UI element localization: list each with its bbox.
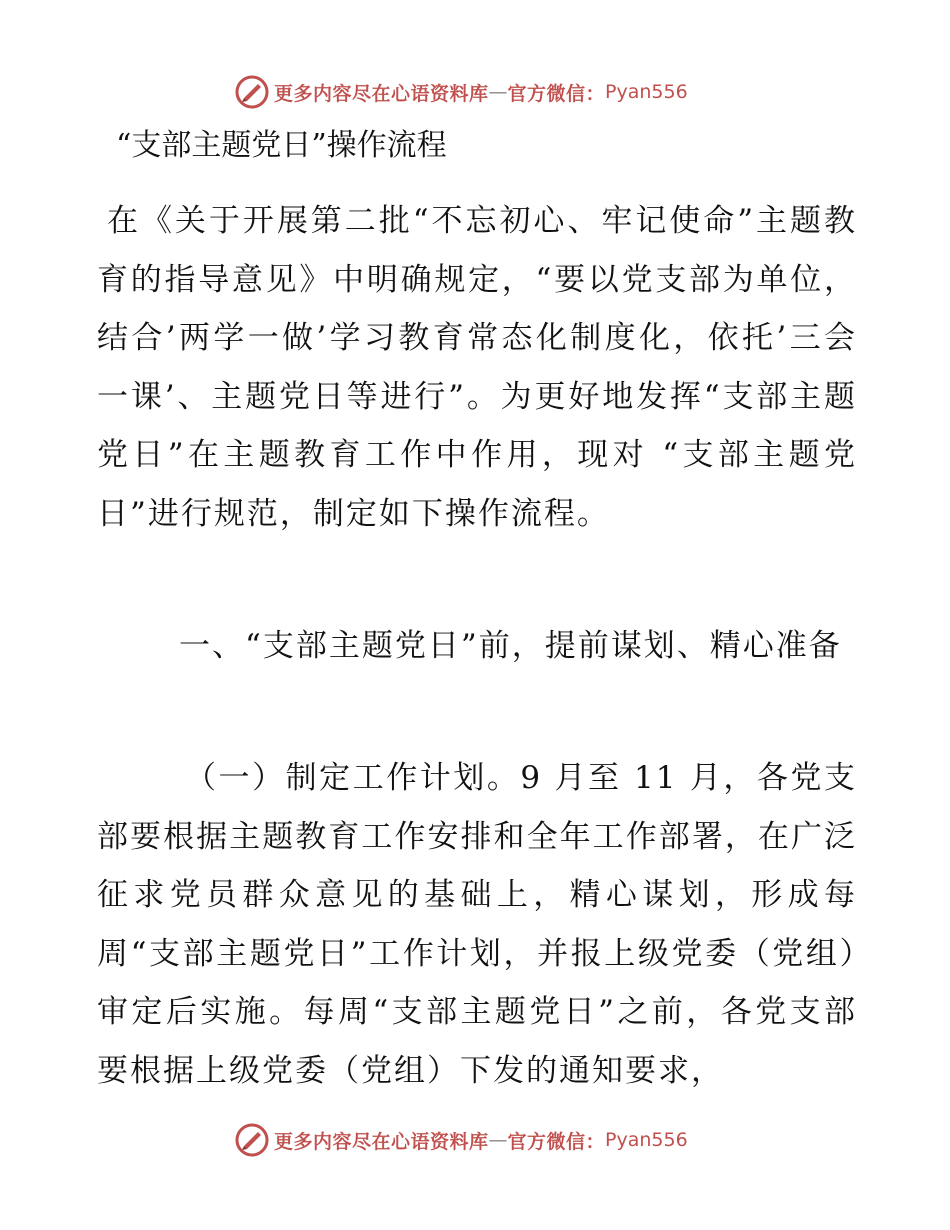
watermark-account: Pyan556 (605, 81, 688, 103)
watermark-header (234, 72, 688, 112)
watermark-label: 官方微信： (507, 82, 606, 105)
document-title: “支部主题党日”操作流程 (116, 128, 447, 163)
watermark-label: 官方微信： (507, 1130, 606, 1153)
watermark-main-text: 更多内容尽在心语资料库 (274, 1130, 489, 1153)
watermark-main-text: 更多内容尽在心语资料库 (274, 82, 489, 105)
watermark-account: Pyan556 (605, 1129, 688, 1151)
intro-paragraph: 在《关于开展第二批“不忘初心、牢记使命”主题教育的指导意见》中明确规定，“要以党支部为单位，结合’两学一做’学习教育常态化制度化，依托’三会一课’、主题党日等进行”。为更好地发挥“支部主题党日”在主题教育工作中作用，现对 “支部主题党日”进行规范，制定如下操作流程。 (97, 203, 857, 532)
pen-seal-logo-icon (234, 74, 270, 110)
watermark-footer (234, 1120, 688, 1160)
subsection-1-paragraph: （一）制定工作计划。9 月至 11 月，各党支部要根据主题教育工作安排和全年工作部署，在广泛征求党员群众意见的基础上，精心谋划，形成每周“支部主题党日”工作计划，并报上级党委（党组）审定后实施。每周“支部主题党日”之前，各党支部要根据上级党委（党组）下发的通知要求， (97, 760, 857, 1089)
pen-seal-logo-icon (234, 1122, 270, 1158)
section-1-heading: 一、“支部主题党日”前，提前谋划、精心准备 (179, 628, 842, 664)
watermark-separator: — (488, 81, 508, 103)
watermark-separator: — (488, 1129, 508, 1151)
